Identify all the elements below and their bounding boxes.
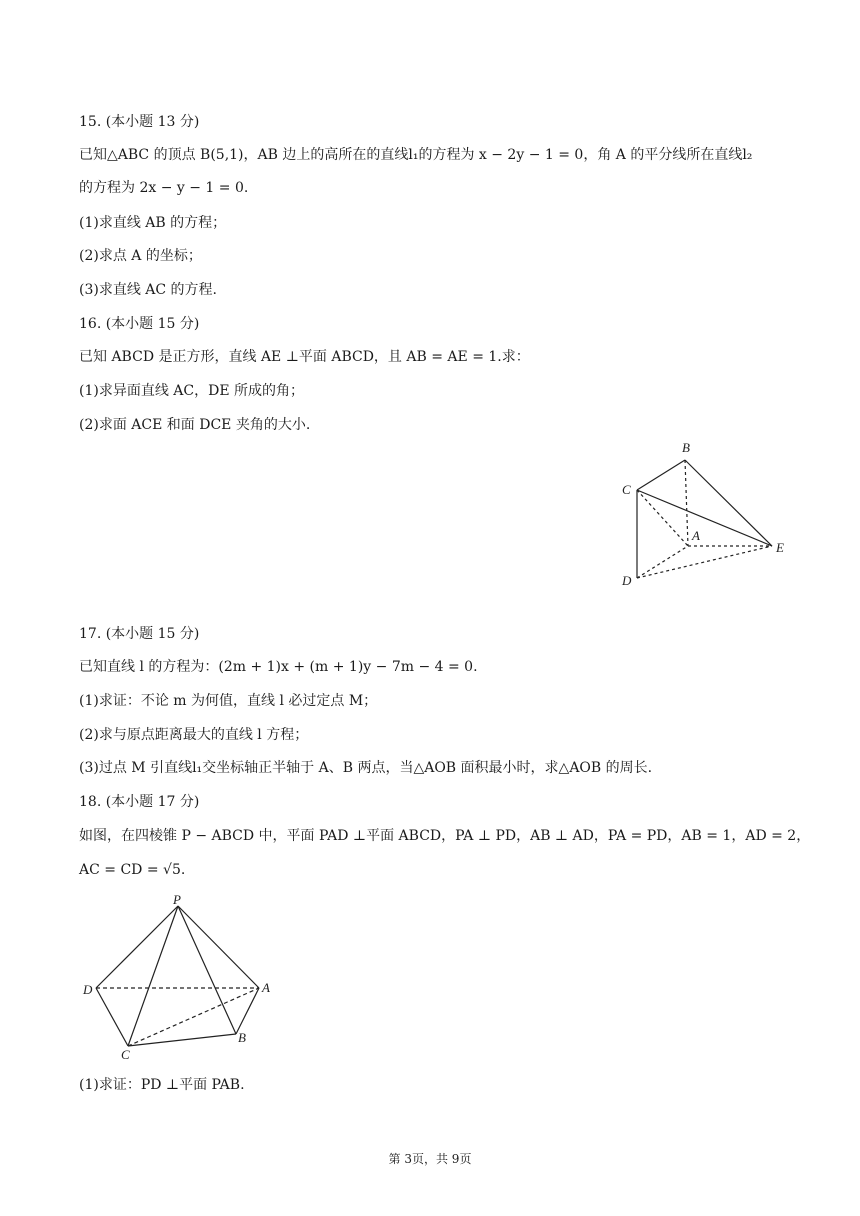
edge-CB <box>128 1034 236 1046</box>
edge-DC <box>96 988 128 1046</box>
problem-17-part-2: (2)求与原点距离最大的直线 l 方程； <box>79 727 309 743</box>
vertex-label-P: P <box>173 892 181 907</box>
edge-DE <box>637 546 772 578</box>
edge-DA <box>637 546 688 578</box>
vertex-label-A: A <box>692 528 700 543</box>
vertex-label-D: D <box>622 573 632 588</box>
edge-CA <box>637 490 688 546</box>
problem-18-part-1: (1)求证：PD ⊥平面 PAB. <box>79 1077 245 1093</box>
problem-17-statement: 已知直线 l 的方程为：(2m + 1)x + (m + 1)y − 7m − 4 = 0. <box>79 659 478 675</box>
vertex-label-B: B <box>682 440 690 455</box>
problem-15-statement: 已知△ABC 的顶点 B(5,1)，AB 边上的高所在的直线l₁的方程为 x − 2y − 1 = 0，角 A 的平分线所在直线l₂ <box>79 147 753 163</box>
problem-18-statement-cont: AC = CD = √5. <box>79 862 186 878</box>
vertex-label-C: C <box>622 482 631 497</box>
problem-15-header: 15. (本小题 13 分) <box>79 114 200 130</box>
problem-18-header: 18. (本小题 17 分) <box>79 794 200 810</box>
problem-17-header: 17. (本小题 15 分) <box>79 626 200 642</box>
problem-16-figure <box>612 432 802 592</box>
problem-17-part-1: (1)求证：不论 m 为何值，直线 l 必过定点 M； <box>79 693 378 709</box>
problem-15-part-2: (2)求点 A 的坐标； <box>79 248 202 264</box>
problem-16-header: 16. (本小题 15 分) <box>79 316 200 332</box>
edge-CB <box>637 460 685 490</box>
problem-16-part-1: (1)求异面直线 AC，DE 所成的角； <box>79 383 304 399</box>
problem-15-statement-cont: 的方程为 2x − y − 1 = 0. <box>79 180 249 196</box>
problem-15-part-1: (1)求直线 AB 的方程； <box>79 215 227 231</box>
vertex-label-D: D <box>83 982 93 997</box>
edge-PD <box>96 906 178 988</box>
page-footer: 第 3页，共 9页 <box>388 1152 472 1166</box>
problem-16-part-2: (2)求面 ACE 和面 DCE 夹角的大小. <box>79 417 311 433</box>
problem-15-part-3: (3)求直线 AC 的方程. <box>79 282 218 298</box>
problem-18-statement: 如图，在四棱锥 P − ABCD 中，平面 PAD ⊥平面 ABCD，PA ⊥ PD，AB ⊥ AD，PA = PD，AB = 1，AD = 2， <box>79 828 811 844</box>
edge-CE <box>637 490 772 546</box>
problem-17-part-3: (3)过点 M 引直线l₁交坐标轴正半轴于 A、B 两点，当△AOB 面积最小时，求△AOB 的周长. <box>79 760 653 776</box>
edge-BA <box>236 988 259 1034</box>
vertex-label-C: C <box>121 1047 130 1062</box>
vertex-label-A: A <box>262 980 270 995</box>
edge-PA <box>178 906 259 988</box>
problem-18-figure <box>78 888 278 1063</box>
edge-BA <box>685 460 688 546</box>
edge-PC <box>128 906 178 1046</box>
vertex-label-B: B <box>238 1030 246 1045</box>
vertex-label-E: E <box>776 540 784 555</box>
edge-PB <box>178 906 236 1034</box>
problem-16-statement: 已知 ABCD 是正方形，直线 AE ⊥平面 ABCD，且 AB = AE = 1.求： <box>79 349 530 365</box>
